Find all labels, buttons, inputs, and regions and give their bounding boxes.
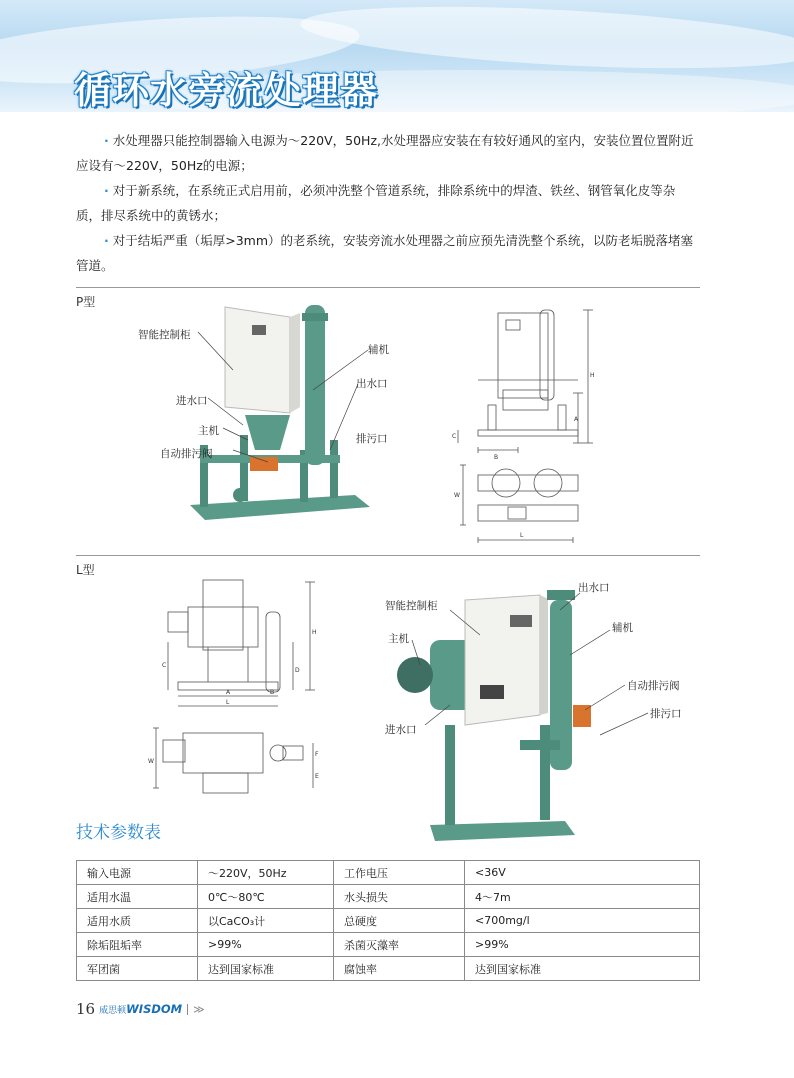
spec-value: <36V <box>465 861 700 885</box>
l-side-dim-l: L <box>226 699 230 706</box>
spec-value: 0℃～80℃ <box>198 885 334 909</box>
spec-value: 以CaCO₃计 <box>198 909 334 933</box>
l-callout-outlet: 出水口 <box>578 582 610 594</box>
p-type-plan-drawing <box>448 445 608 545</box>
l-callout-leaders <box>380 585 680 745</box>
p-callout-controller: 智能控制柜 <box>138 329 191 341</box>
l-side-dim-c: C <box>162 662 167 669</box>
spec-key: 适用水质 <box>77 909 198 933</box>
l-side-dim-b: B <box>270 689 275 696</box>
spec-key: 输入电源 <box>77 861 198 885</box>
l-callout-inlet: 进水口 <box>385 724 417 736</box>
l-side-dim-a: A <box>226 689 231 696</box>
l-plan-dim-e: E <box>315 773 319 780</box>
spec-key: 杀菌灭藻率 <box>334 933 465 957</box>
l-side-dim-d: D <box>295 667 300 674</box>
spec-key: 军团菌 <box>77 957 198 981</box>
note-item: · 对于结垢严重（垢厚>3mm）的老系统，安装旁流水处理器之前应预先清洗整个系统，以防老垢脱落堵塞管道。 <box>76 233 694 273</box>
p-front-dim-a: A <box>574 416 579 423</box>
p-callout-inlet: 进水口 <box>176 395 208 407</box>
table-row <box>77 909 700 933</box>
l-side-dim-h: H <box>312 629 317 636</box>
spec-table <box>76 860 700 981</box>
l-type-label: L型 <box>76 563 95 577</box>
spec-key: 除垢阻垢率 <box>77 933 198 957</box>
brand-logo-en: WISDOM <box>126 1002 183 1016</box>
p-callout-leaders <box>138 310 368 470</box>
table-row <box>77 933 700 957</box>
divider <box>76 287 700 288</box>
l-callout-controller: 智能控制柜 <box>385 600 438 612</box>
p-front-dim-c: C <box>452 433 457 440</box>
p-callout-outlet: 出水口 <box>356 378 388 390</box>
brand-logo-cn: 威思顿 <box>99 1005 127 1016</box>
note-item: · 水处理器只能控制器输入电源为～220V，50Hz,水处理器应安装在有较好通风的室内，安装位置位置附近应设有～220V，50Hz的电源； <box>76 133 694 173</box>
page-number: 16 <box>76 1000 96 1018</box>
p-plan-dim-b: B <box>494 454 499 461</box>
l-callout-aux: 辅机 <box>612 622 633 634</box>
spec-value: 达到国家标准 <box>198 957 334 981</box>
p-plan-dim-w: W <box>454 492 460 499</box>
spec-key: 水头损失 <box>334 885 465 909</box>
note-item: · 对于新系统，在系统正式启用前，必须冲洗整个管道系统，排除系统中的焊渣、铁丝、钢管氧化皮等杂质，排尽系统中的黄锈水； <box>76 183 676 223</box>
p-front-dim-h: H <box>590 372 595 379</box>
spec-value: >99% <box>465 933 700 957</box>
page-title: 循环水旁流处理器 <box>74 69 378 112</box>
notes-list <box>76 128 700 278</box>
p-callout-aux: 辅机 <box>368 344 389 356</box>
p-callout-main: 主机 <box>198 425 219 437</box>
spec-key: 总硬度 <box>334 909 465 933</box>
spec-value: <700mg/l <box>465 909 700 933</box>
l-plan-dim-f: F <box>315 751 319 758</box>
p-plan-dim-l: L <box>520 532 524 539</box>
l-type-plan-drawing <box>148 718 328 798</box>
table-row <box>77 861 700 885</box>
spec-value: >99% <box>198 933 334 957</box>
p-type-front-drawing <box>448 305 608 445</box>
header-banner <box>0 0 794 112</box>
l-callout-drain: 排污口 <box>650 708 682 720</box>
p-callout-auto-valve: 自动排污阀 <box>160 448 213 460</box>
l-callout-main: 主机 <box>388 633 409 645</box>
l-type-side-drawing <box>148 572 328 712</box>
spec-key: 工作电压 <box>334 861 465 885</box>
page-footer <box>76 1000 205 1018</box>
p-callout-drain: 排污口 <box>356 433 388 445</box>
chevron-right-icon: ≫ <box>193 1002 205 1016</box>
table-row <box>77 957 700 981</box>
spec-value: 4～7m <box>465 885 700 909</box>
p-type-label: P型 <box>76 295 96 309</box>
divider <box>76 555 700 556</box>
l-plan-dim-w: W <box>148 758 154 765</box>
spec-key: 腐蚀率 <box>334 957 465 981</box>
spec-value: 达到国家标准 <box>465 957 700 981</box>
l-callout-auto-valve: 自动排污阀 <box>627 680 680 692</box>
spec-value: ～220V，50Hz <box>198 861 334 885</box>
spec-key: 适用水温 <box>77 885 198 909</box>
spec-section-title: 技术参数表 <box>76 823 161 843</box>
brand-divider <box>187 1004 188 1015</box>
table-row <box>77 885 700 909</box>
